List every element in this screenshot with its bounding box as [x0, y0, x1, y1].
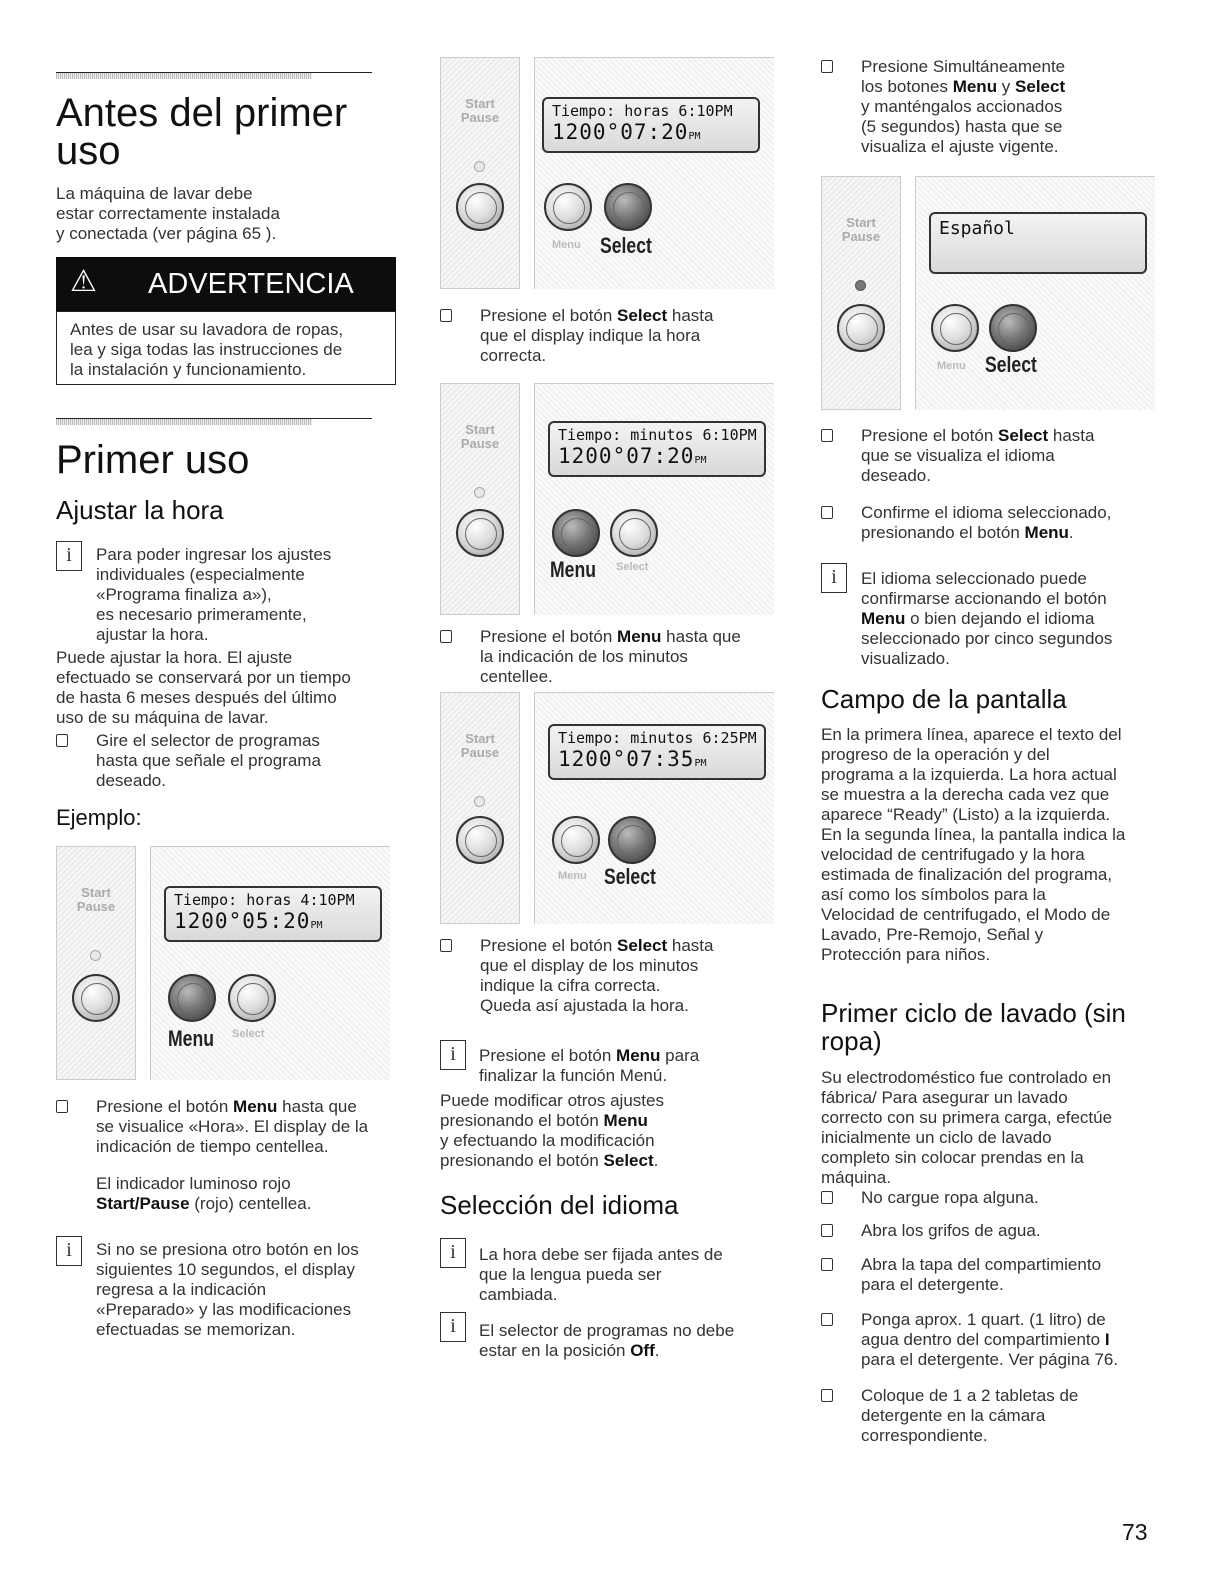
ajustar-paragraph — [56, 648, 351, 728]
text-line — [440, 1151, 664, 1171]
start-pause-strip — [56, 846, 136, 1080]
text-run: los botones — [861, 77, 953, 96]
modificar-paragraph — [440, 1091, 664, 1171]
text-line: programa a la izquierda. La hora actual — [821, 765, 1117, 784]
text-line: deseado. — [96, 771, 166, 790]
warning-icon: ⚠ — [70, 265, 97, 298]
start-label: Start — [846, 215, 876, 230]
lcd-line2: 1200°07:20 — [552, 120, 689, 144]
text-bold: Select — [617, 936, 668, 955]
lcd-line1: Español — [939, 218, 1015, 239]
text-run: presionando el botón — [861, 523, 1025, 542]
text-run: hasta — [667, 936, 714, 955]
start-label: Start — [465, 422, 495, 437]
select-label: Select — [604, 864, 656, 889]
text-line — [861, 609, 1112, 629]
text-line: efectuado se conservará por un tiempo — [56, 668, 351, 687]
text-line: Presione Simultáneamente — [861, 57, 1066, 76]
checkbox-icon — [821, 429, 833, 442]
text-line: Protección para niños. — [821, 945, 991, 964]
text-line: Gire el selector de programas — [96, 731, 320, 750]
text-line: confirmarse accionando el botón — [861, 589, 1107, 608]
text-bold: Start/Pause — [96, 1194, 190, 1213]
text-line: es necesario primeramente, — [96, 605, 307, 624]
menu-button — [168, 974, 216, 1022]
text-line: que el display de los minutos — [480, 956, 699, 975]
start-pause-button — [456, 183, 504, 231]
text-bold: Menu — [616, 1046, 661, 1065]
text-run: hasta que — [277, 1097, 357, 1116]
text-line: centellee. — [480, 667, 553, 686]
text-bold: Menu — [617, 627, 662, 646]
text-line: Abra la tapa del compartimiento — [861, 1255, 1102, 1274]
text-run: Presione el botón — [479, 1046, 617, 1065]
text-line: correspondiente. — [861, 1426, 988, 1445]
text-line: deseado. — [861, 466, 931, 485]
start-led-icon — [474, 796, 485, 807]
lcd-line2: 1200°05:20 — [174, 909, 311, 933]
text-line: La hora debe ser fijada antes de — [479, 1245, 723, 1264]
text-run: (rojo) centellea. — [189, 1194, 312, 1213]
text-line: En la segunda línea, la pantalla indica la — [821, 825, 1126, 844]
start-pause-label — [440, 732, 520, 760]
menu-label: Menu — [558, 870, 587, 882]
text-line: «Preparado» y las modificaciones — [96, 1300, 352, 1319]
campo-paragraph — [821, 725, 1125, 965]
text-line: Antes de usar su lavadora de ropas, — [70, 320, 344, 339]
text-line: La máquina de lavar debe — [56, 184, 253, 203]
text-run: hasta — [667, 306, 714, 325]
text-line: se muestra a la derecha cada vez que — [821, 785, 1110, 804]
start-pause-button — [456, 509, 504, 557]
info2-text — [96, 1240, 359, 1340]
text-line — [479, 1341, 734, 1361]
pause-label: Pause — [76, 899, 116, 914]
primer-uso-title: Primer uso — [56, 438, 250, 482]
lcd-line1: Tiempo: minutos 6:25PM — [558, 729, 757, 747]
text-line — [861, 426, 1161, 446]
menu-label: Menu — [937, 360, 966, 372]
lcd-line2: 1200°07:35 — [558, 747, 695, 771]
page-number: 73 — [1122, 1519, 1148, 1545]
idioma-title: Selección del idioma — [440, 1190, 679, 1220]
text-line: para el detergente. Ver página 76. — [861, 1350, 1119, 1369]
text-line: máquina. — [821, 1168, 891, 1187]
select-button — [228, 974, 276, 1022]
select-label: Select — [232, 1028, 265, 1040]
text-bold: Off — [630, 1341, 655, 1360]
select-button — [608, 816, 656, 864]
text-line: Para poder ingresar los ajustes — [96, 545, 332, 564]
text-run: Presione el botón — [480, 627, 618, 646]
text-line — [861, 1330, 1161, 1350]
display-area — [534, 57, 774, 289]
text-line: y efectuando la modificación — [440, 1131, 655, 1150]
info1-text — [96, 545, 331, 645]
checkbox-icon — [440, 630, 452, 643]
text-line: la instalación y funcionamiento. — [70, 360, 307, 379]
lcd-display — [548, 724, 766, 780]
checkbox-icon — [821, 506, 833, 519]
text-bold: Select — [998, 426, 1049, 445]
text-line: efectuadas se memorizan. — [96, 1320, 296, 1339]
text-bold: Menu — [861, 609, 906, 628]
text-line — [480, 627, 785, 647]
menu-label: Menu — [168, 1026, 214, 1051]
lcd-display — [548, 421, 766, 477]
text-line: finalizar la función Menú. — [479, 1066, 668, 1085]
text-line: y conectada (ver página 65 ). — [56, 224, 277, 243]
text-line — [861, 77, 1166, 97]
text-line: Queda así ajustada la hora. — [480, 996, 689, 1015]
start-pause-strip — [440, 57, 520, 289]
text-line: cambiada. — [479, 1285, 558, 1304]
text-line: velocidad de centrifugado y la hora — [821, 845, 1085, 864]
text-line: No cargue ropa alguna. — [861, 1188, 1039, 1207]
text-run: Presione el botón — [96, 1097, 234, 1116]
indicador-text — [96, 1174, 311, 1214]
text-line: Primer ciclo de lavado (sin — [821, 998, 1126, 1028]
text-run: agua dentro del compartimiento — [861, 1330, 1105, 1349]
control-panel-illustration — [440, 383, 774, 615]
text-line: inicialmente un ciclo de lavado — [821, 1128, 1052, 1147]
text-bold: Menu — [233, 1097, 278, 1116]
start-led-icon — [474, 487, 485, 498]
start-label: Start — [465, 731, 495, 746]
select-label: Select — [616, 561, 649, 573]
text-line: Confirme el idioma seleccionado, — [861, 503, 1112, 522]
text-line: que se visualiza el idioma — [861, 446, 1055, 465]
antes-title-line1: Antes del primer — [56, 91, 348, 135]
text-bold: Menu — [1024, 523, 1069, 542]
checkbox-icon — [56, 734, 68, 747]
pm-label: PM — [310, 920, 323, 931]
control-panel-illustration — [440, 692, 774, 924]
info-text — [861, 569, 1112, 669]
start-pause-button — [837, 304, 885, 352]
section-rule-shade — [56, 419, 312, 425]
text-line: ropa) — [821, 1026, 882, 1056]
start-pause-label — [821, 216, 901, 244]
info-icon: i — [56, 1236, 82, 1266]
text-run: hasta que — [661, 627, 741, 646]
lcd-line1: Tiempo: horas 4:10PM — [174, 891, 355, 909]
menu-label: Menu — [550, 557, 596, 582]
ciclo-paragraph — [821, 1068, 1112, 1188]
pause-label: Pause — [460, 745, 500, 760]
text-line: Puede modificar otros ajustes — [440, 1091, 664, 1110]
text-line: Lavado, Pre-Remojo, Señal y — [821, 925, 1044, 944]
text-line: Su electrodoméstico fue controlado en — [821, 1068, 1112, 1087]
text-line — [480, 306, 780, 326]
menu-button — [931, 304, 979, 352]
text-line: la indicación de los minutos — [480, 647, 688, 666]
section-rule — [56, 72, 372, 73]
text-line: ajustar la hora. — [96, 625, 209, 644]
text-run: Presione el botón — [480, 306, 618, 325]
text-run: y — [997, 77, 1016, 96]
text-bold: I — [1104, 1330, 1110, 1349]
text-line: indicación de tiempo centellea. — [96, 1137, 329, 1156]
text-line: El indicador luminoso rojo — [96, 1174, 291, 1193]
text-line: estimada de finalización del programa, — [821, 865, 1113, 884]
text-bold: Menu — [952, 77, 998, 96]
text-line — [440, 1111, 664, 1131]
start-pause-strip — [440, 383, 520, 615]
pm-label: PM — [694, 758, 707, 769]
text-run: Presione el botón — [480, 936, 618, 955]
pause-label: Pause — [841, 229, 881, 244]
select-button — [610, 509, 658, 557]
campo-title: Campo de la pantalla — [821, 684, 1067, 714]
ajustar-hora-title: Ajustar la hora — [56, 495, 224, 525]
control-panel-illustration — [56, 846, 390, 1080]
text-bold: Select — [603, 1151, 654, 1170]
warning-text — [70, 320, 343, 380]
text-run: . — [654, 1341, 660, 1360]
checkbox-icon — [56, 1100, 68, 1113]
warning-box — [56, 311, 396, 385]
menu-button — [552, 816, 600, 864]
text-line: correcto con su primera carga, efectúe — [821, 1108, 1113, 1127]
info-text — [479, 1046, 699, 1086]
section-rule — [56, 418, 372, 419]
text-run: hasta — [1048, 426, 1095, 445]
text-line: indique la cifra correcta. — [480, 976, 661, 995]
text-line: que la lengua pueda ser — [479, 1265, 662, 1284]
text-line: uso de su máquina de lavar. — [56, 708, 269, 727]
text-line: correcta. — [480, 346, 547, 365]
lcd-line1: Tiempo: minutos 6:10PM — [558, 426, 757, 444]
info-icon: i — [440, 1040, 466, 1070]
menu-button — [544, 183, 592, 231]
antes-intro — [56, 184, 280, 244]
info-icon: i — [440, 1238, 466, 1268]
lcd-display — [929, 212, 1147, 274]
pause-label: Pause — [460, 436, 500, 451]
text-run: . — [653, 1151, 659, 1170]
text-line: hasta que señale el programa — [96, 751, 321, 770]
lcd-display — [164, 886, 382, 942]
checkbox-icon — [821, 1224, 833, 1237]
text-line — [96, 1097, 401, 1117]
checkbox-icon — [440, 939, 452, 952]
text-line — [861, 523, 1166, 543]
info-icon: i — [440, 1312, 466, 1342]
text-line: individuales (especialmente — [96, 565, 305, 584]
text-line: así como los símbolos para la — [821, 885, 1046, 904]
checkbox-icon — [821, 1191, 833, 1204]
checkbox-icon — [821, 1389, 833, 1402]
text-run: presionando el botón — [440, 1151, 604, 1170]
text-line — [479, 1046, 699, 1066]
text-bold: Select — [1015, 77, 1066, 96]
pm-label: PM — [694, 455, 707, 466]
text-line: y manténgalos accionados — [861, 97, 1063, 116]
text-line: para el detergente. — [861, 1275, 1004, 1294]
control-panel-illustration — [821, 176, 1155, 410]
text-line: progreso de la operación y del — [821, 745, 1050, 764]
select-label: Select — [600, 233, 652, 258]
text-line: El selector de programas no debe — [479, 1321, 735, 1340]
checkbox-icon — [440, 309, 452, 322]
text-line: Abra los grifos de agua. — [861, 1221, 1041, 1240]
text-line: siguientes 10 segundos, el display — [96, 1260, 355, 1279]
select-label: Select — [985, 352, 1037, 377]
text-line: regresa a la indicación — [96, 1280, 267, 1299]
start-pause-label — [440, 423, 520, 451]
text-line — [96, 1194, 311, 1214]
text-line: de hasta 6 meses después del último — [56, 688, 337, 707]
start-pause-button — [456, 816, 504, 864]
text-run: . — [1068, 523, 1074, 542]
start-pause-button — [72, 974, 120, 1022]
pm-label: PM — [688, 131, 701, 142]
text-line: aparece “Ready” (Listo) a la izquierda. — [821, 805, 1111, 824]
lcd-line2: 1200°07:20 — [558, 444, 695, 468]
checkbox-icon — [821, 1313, 833, 1326]
start-pause-strip — [440, 692, 520, 924]
text-line: visualizado. — [861, 649, 950, 668]
control-panel-illustration — [440, 57, 774, 289]
text-line: visualiza el ajuste vigente. — [861, 137, 1059, 156]
text-line: se visualice «Hora». El display de la — [96, 1117, 369, 1136]
text-bold: Menu — [603, 1111, 648, 1130]
text-line: que el display indique la hora — [480, 326, 701, 345]
info-text — [479, 1245, 723, 1305]
select-button — [989, 304, 1037, 352]
select-button — [604, 183, 652, 231]
start-led-icon — [855, 280, 866, 291]
info-icon: i — [821, 563, 847, 593]
text-line: Coloque de 1 a 2 tabletas de — [861, 1386, 1079, 1405]
warning-header — [56, 257, 396, 311]
start-led-icon — [90, 950, 101, 961]
text-line: Puede ajustar la hora. El ajuste — [56, 648, 293, 667]
start-pause-label — [56, 886, 136, 914]
text-run: o bien dejando el idioma — [905, 609, 1095, 628]
ejemplo-heading: Ejemplo: — [56, 805, 142, 830]
section-rule-shade — [56, 73, 312, 79]
text-run: estar en la posición — [479, 1341, 631, 1360]
start-label: Start — [465, 96, 495, 111]
text-line — [480, 936, 780, 956]
text-line: Si no se presiona otro botón en los — [96, 1240, 359, 1259]
info-text — [479, 1321, 734, 1361]
text-line: El idioma seleccionado puede — [861, 569, 1087, 588]
text-line: En la primera línea, aparece el texto del — [821, 725, 1122, 744]
text-line: lea y siga todas las instrucciones de — [70, 340, 343, 359]
text-line: «Programa finaliza a»), — [96, 585, 272, 604]
text-line: completo sin colocar prendas en la — [821, 1148, 1084, 1167]
text-line: fábrica/ Para asegurar un lavado — [821, 1088, 1068, 1107]
start-pause-strip — [821, 176, 901, 410]
menu-button — [552, 509, 600, 557]
menu-label: Menu — [552, 239, 581, 251]
pause-label: Pause — [460, 110, 500, 125]
start-label: Start — [81, 885, 111, 900]
checkbox-icon — [821, 60, 833, 73]
text-line: Velocidad de centrifugado, el Modo de — [821, 905, 1111, 924]
ciclo-title — [821, 999, 1126, 1055]
text-line: (5 segundos) hasta que se — [861, 117, 1063, 136]
checkbox-icon — [821, 1258, 833, 1271]
text-line: Ponga aprox. 1 quart. (1 litro) de — [861, 1310, 1106, 1329]
warning-heading: ADVERTENCIA — [148, 268, 354, 300]
text-run: presionando el botón — [440, 1111, 604, 1130]
antes-title — [56, 91, 348, 173]
text-line: detergente en la cámara — [861, 1406, 1046, 1425]
start-pause-label — [440, 97, 520, 125]
info-icon: i — [56, 541, 82, 571]
text-bold: Select — [617, 306, 668, 325]
text-line: seleccionado por cinco segundos — [861, 629, 1113, 648]
lcd-line1: Tiempo: horas 6:10PM — [552, 102, 733, 120]
lcd-display — [542, 97, 760, 153]
antes-title-line2: uso — [56, 129, 121, 173]
text-run: para — [660, 1046, 700, 1065]
text-run: Presione el botón — [861, 426, 999, 445]
text-line: estar correctamente instalada — [56, 204, 280, 223]
start-led-icon — [474, 161, 485, 172]
